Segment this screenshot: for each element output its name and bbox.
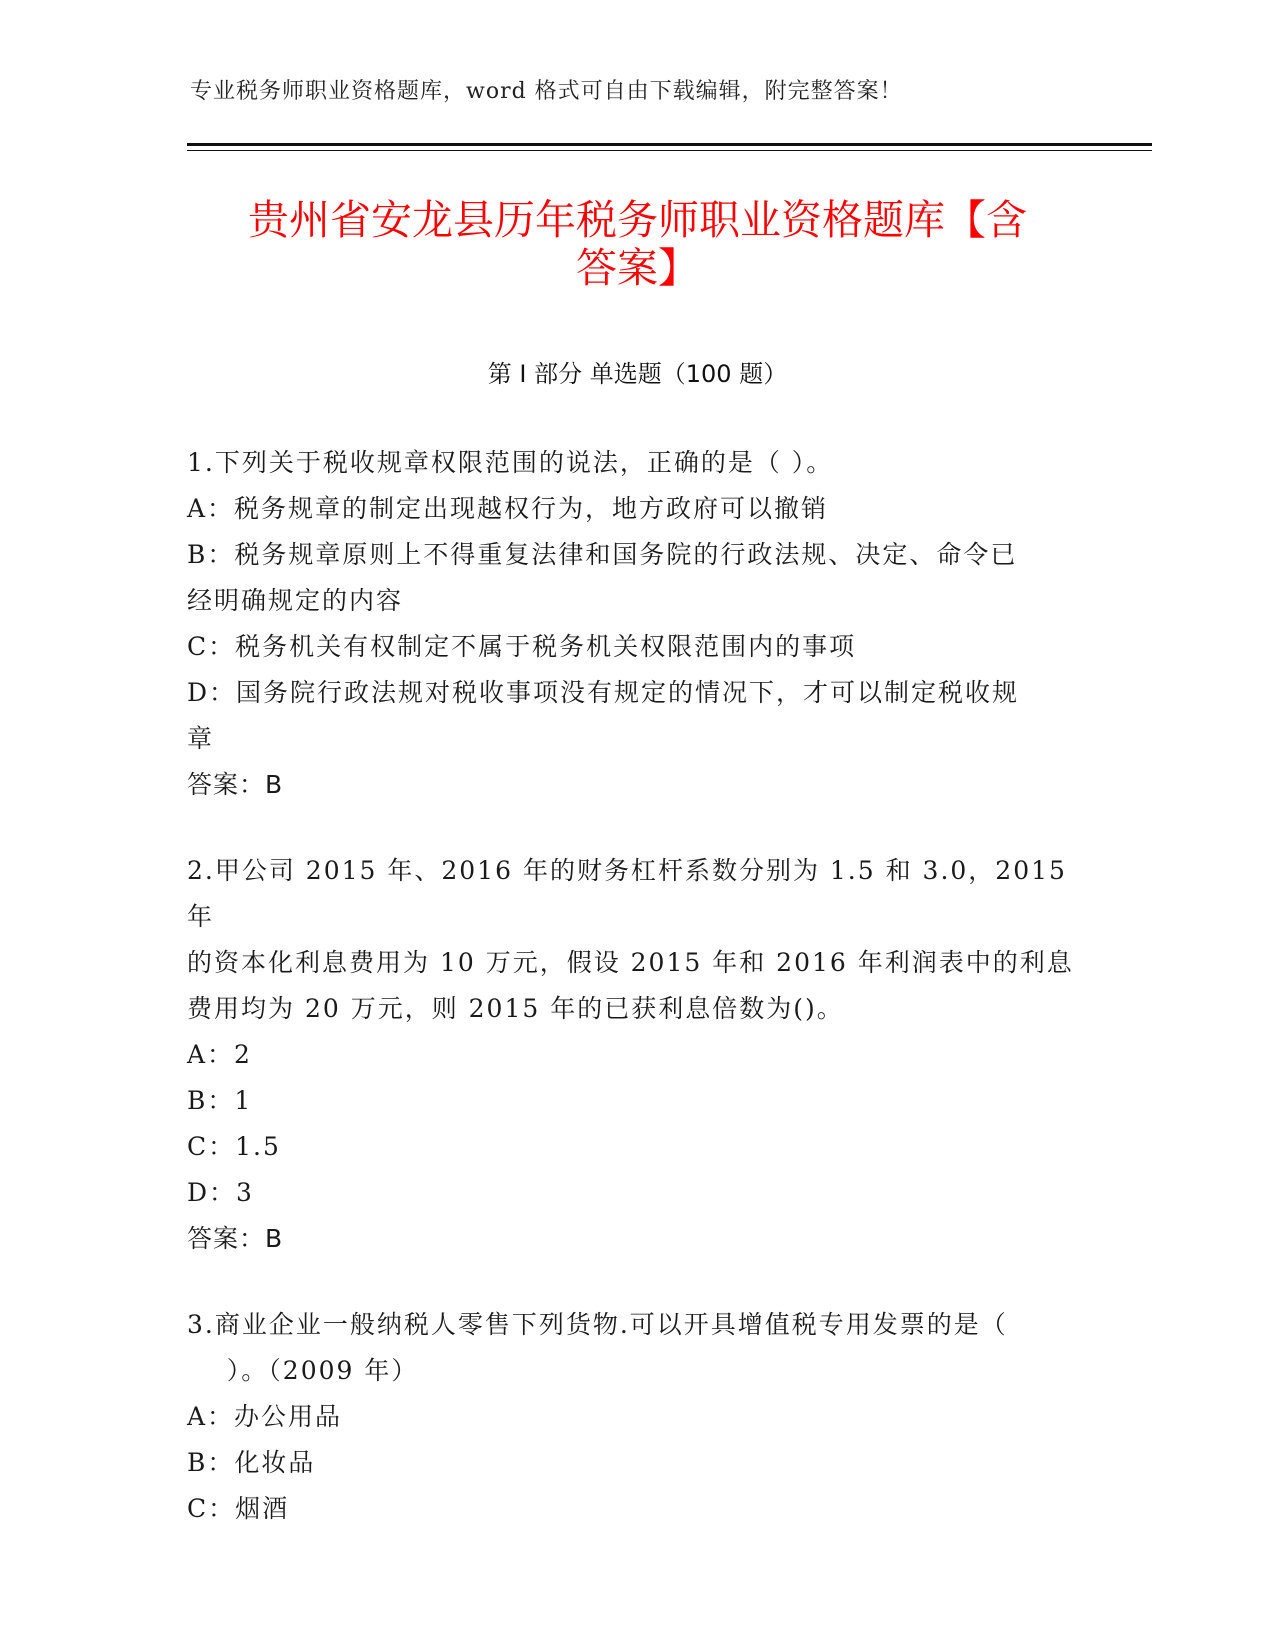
question-stem: 1.下列关于税收规章权限范围的说法，正确的是（ ）。 xyxy=(187,448,834,477)
question-stem-continued: 费用均为 20 万元，则 2015 年的已获利息倍数为()。 xyxy=(187,994,844,1023)
option-c: C：税务机关有权制定不属于税务机关权限范围内的事项 xyxy=(187,632,857,661)
option-c: C：烟酒 xyxy=(187,1494,290,1523)
question-1 xyxy=(187,440,1087,808)
option-b-continued: 经明确规定的内容 xyxy=(187,586,404,615)
answer: 答案：B xyxy=(187,770,284,799)
option-a: A：2 xyxy=(187,1040,252,1069)
title-line-2: 答案】 xyxy=(576,244,699,292)
question-3 xyxy=(187,1302,1087,1532)
header-rule-thin xyxy=(187,150,1152,151)
option-a: A：办公用品 xyxy=(187,1402,343,1431)
header-note: 专业税务师职业资格题库，word 格式可自由下载编辑，附完整答案！ xyxy=(190,79,903,104)
title-line-1: 贵州省安龙县历年税务师职业资格题库【含 xyxy=(248,196,1027,244)
option-b: B：税务规章原则上不得重复法律和国务院的行政法规、决定、命令已 xyxy=(187,540,1018,569)
question-2 xyxy=(187,848,1087,1262)
question-stem-continued: 的资本化利息费用为 10 万元，假设 2015 年和 2016 年利润表中的利息 xyxy=(187,948,1074,977)
questions-list xyxy=(187,440,1087,1572)
option-d: D：国务院行政法规对税收事项没有规定的情况下，才可以制定税收规 xyxy=(187,678,1020,707)
option-a: A：税务规章的制定出现越权行为，地方政府可以撤销 xyxy=(187,494,829,523)
question-stem: 2.甲公司 2015 年、2016 年的财务杠杆系数分别为 1.5 和 3.0，2015 年 xyxy=(187,856,1067,931)
option-d-continued: 章 xyxy=(187,724,215,753)
question-stem: 3.商业企业一般纳税人零售下列货物.可以开具增值税专用发票的是（ xyxy=(187,1310,1008,1339)
option-b: B：化妆品 xyxy=(187,1448,316,1477)
question-stem-continued: ）。（2009 年） xyxy=(187,1356,419,1385)
option-b: B：1 xyxy=(187,1086,253,1115)
option-c: C：1.5 xyxy=(187,1132,281,1161)
section-heading: 第 I 部分 单选题（100 题） xyxy=(487,360,788,388)
document-title xyxy=(150,196,1125,292)
option-d: D：3 xyxy=(187,1178,254,1207)
answer: 答案：B xyxy=(187,1224,284,1253)
header-rule-thick xyxy=(187,143,1152,146)
